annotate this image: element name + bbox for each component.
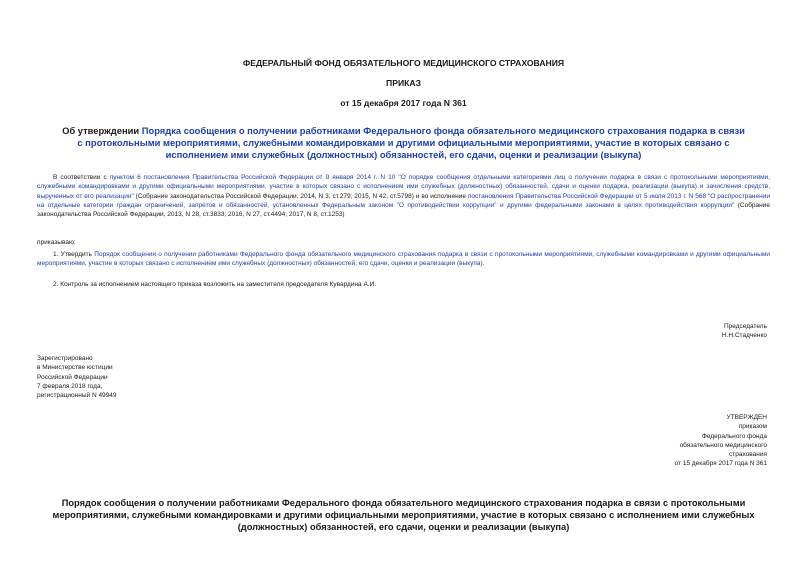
preamble-text-3: (Собрание законодательства Российской Федерации, 2013, N 28, ст.3833; 2016, N 27, ст.4494; 2017, N 8, ст.1253) (37, 201, 770, 219)
registration-line-4: 7 февраля 2018 года, (37, 382, 103, 390)
organization-heading: ФЕДЕРАЛЬНЫЙ ФОНД ОБЯЗАТЕЛЬНОГО МЕДИЦИНСКОГО СТРАХОВАНИЯ (242, 58, 565, 68)
title-prefix: Об утверждении (62, 125, 142, 136)
registration-line-2: в Министерстве юстиции (37, 364, 113, 372)
signature-name: Н.Н.Стадченко (721, 332, 767, 340)
procedure-title: Порядок сообщения о получении работниками Федерального фонда обязательного медицинского страхования подарка в связи с протокольными мероприятиями, служебными командировками и другими официальными мероприятиями, участие в которых связано с исполнением ими служебных (должностных) обязанностей, его сдачи, оценки и реализации (выкупа) (52, 498, 755, 532)
doc-date-number: от 15 декабря 2017 года N 361 (340, 98, 467, 108)
approval-line-5: страхования (729, 451, 767, 459)
order-item-2: 2. Контроль за исполнением настоящего приказа возложить на заместителя председателя Кувардина А.И. (53, 281, 377, 288)
title-link[interactable]: Порядка сообщения о получении работниками Федерального фонда обязательного медицинского страхования подарка в связи с протокольными мероприятиями, служебными командировками и другими официальными мероприятиями, участие в которых связано с исполнением ими служебных (должностных) обязанностей, его сдачи, оценки и реализации (выкупа) (77, 125, 745, 160)
approval-line-3: Федерального фонда (701, 432, 767, 440)
preamble-text-2: (Собрание законодательства Российской Федерации, 2014, N 3, ст.279; 2015, N 42, ст.5798) и во исполнение (133, 192, 468, 200)
approval-line-6: от 15 декабря 2017 года N 361 (674, 460, 767, 468)
registration-line-1: Зарегистрировано (37, 355, 93, 362)
preamble-link-1[interactable]: пунктом 6 постановления Правительства Российской Федерации от 9 января 2014 г. N 10 "О порядке сообщения отдельными категориями лиц о получении подарка в связи с протокольными мероприятиями, служебными командировками и другими официальными мероприятиями, участие в которых связано с исполнением ими служебных (должностных) обязанностей, сдачи и оценки подарка, реализации (выкупа) и зачисления средств, вырученных от его реализации" (37, 174, 770, 200)
document-title (60, 125, 747, 161)
registration-block (37, 354, 117, 400)
registration-line-3: Российской Федерации (37, 373, 108, 381)
approval-line-4: обязательного медицинского (679, 441, 767, 449)
preamble-link-2[interactable]: постановления Правительства Российской Федерации от 5 июля 2013 г. N 568 "О распространении на отдельные категории граждан ограничений, запретов и обязанностей, установленных Федеральным законом "О противодействии коррупции" и другими федеральными законами в целях противодействия коррупции" (37, 192, 770, 209)
approval-block (675, 413, 767, 469)
approval-line-2: приказом (738, 423, 767, 431)
item1-text-2: . (482, 260, 485, 268)
signature-role: Председатель (723, 323, 767, 330)
order-word: приказываю: (37, 239, 76, 246)
item1-text-1: 1. Утвердить (53, 251, 95, 258)
preamble-paragraph (37, 173, 770, 219)
approval-line-1: УТВЕРЖДЕН (726, 414, 767, 421)
doc-type-heading: ПРИКАЗ (386, 78, 421, 88)
registration-line-5: регистрационный N 49949 (37, 392, 117, 400)
preamble-text-1: В соответствии с (53, 174, 110, 181)
signature-block (722, 322, 767, 341)
item1-link[interactable]: Порядок сообщения о получении работниками Федерального фонда обязательного медицинского страхования подарка в связи с протокольными мероприятиями, служебными командировками и другими официальными мероприятиями, участие в которых связано с исполнением ими служебных (должностных) обязанностей, его сдачи, оценки и реализации (выкупа) (37, 251, 771, 268)
order-item-1 (37, 250, 770, 269)
